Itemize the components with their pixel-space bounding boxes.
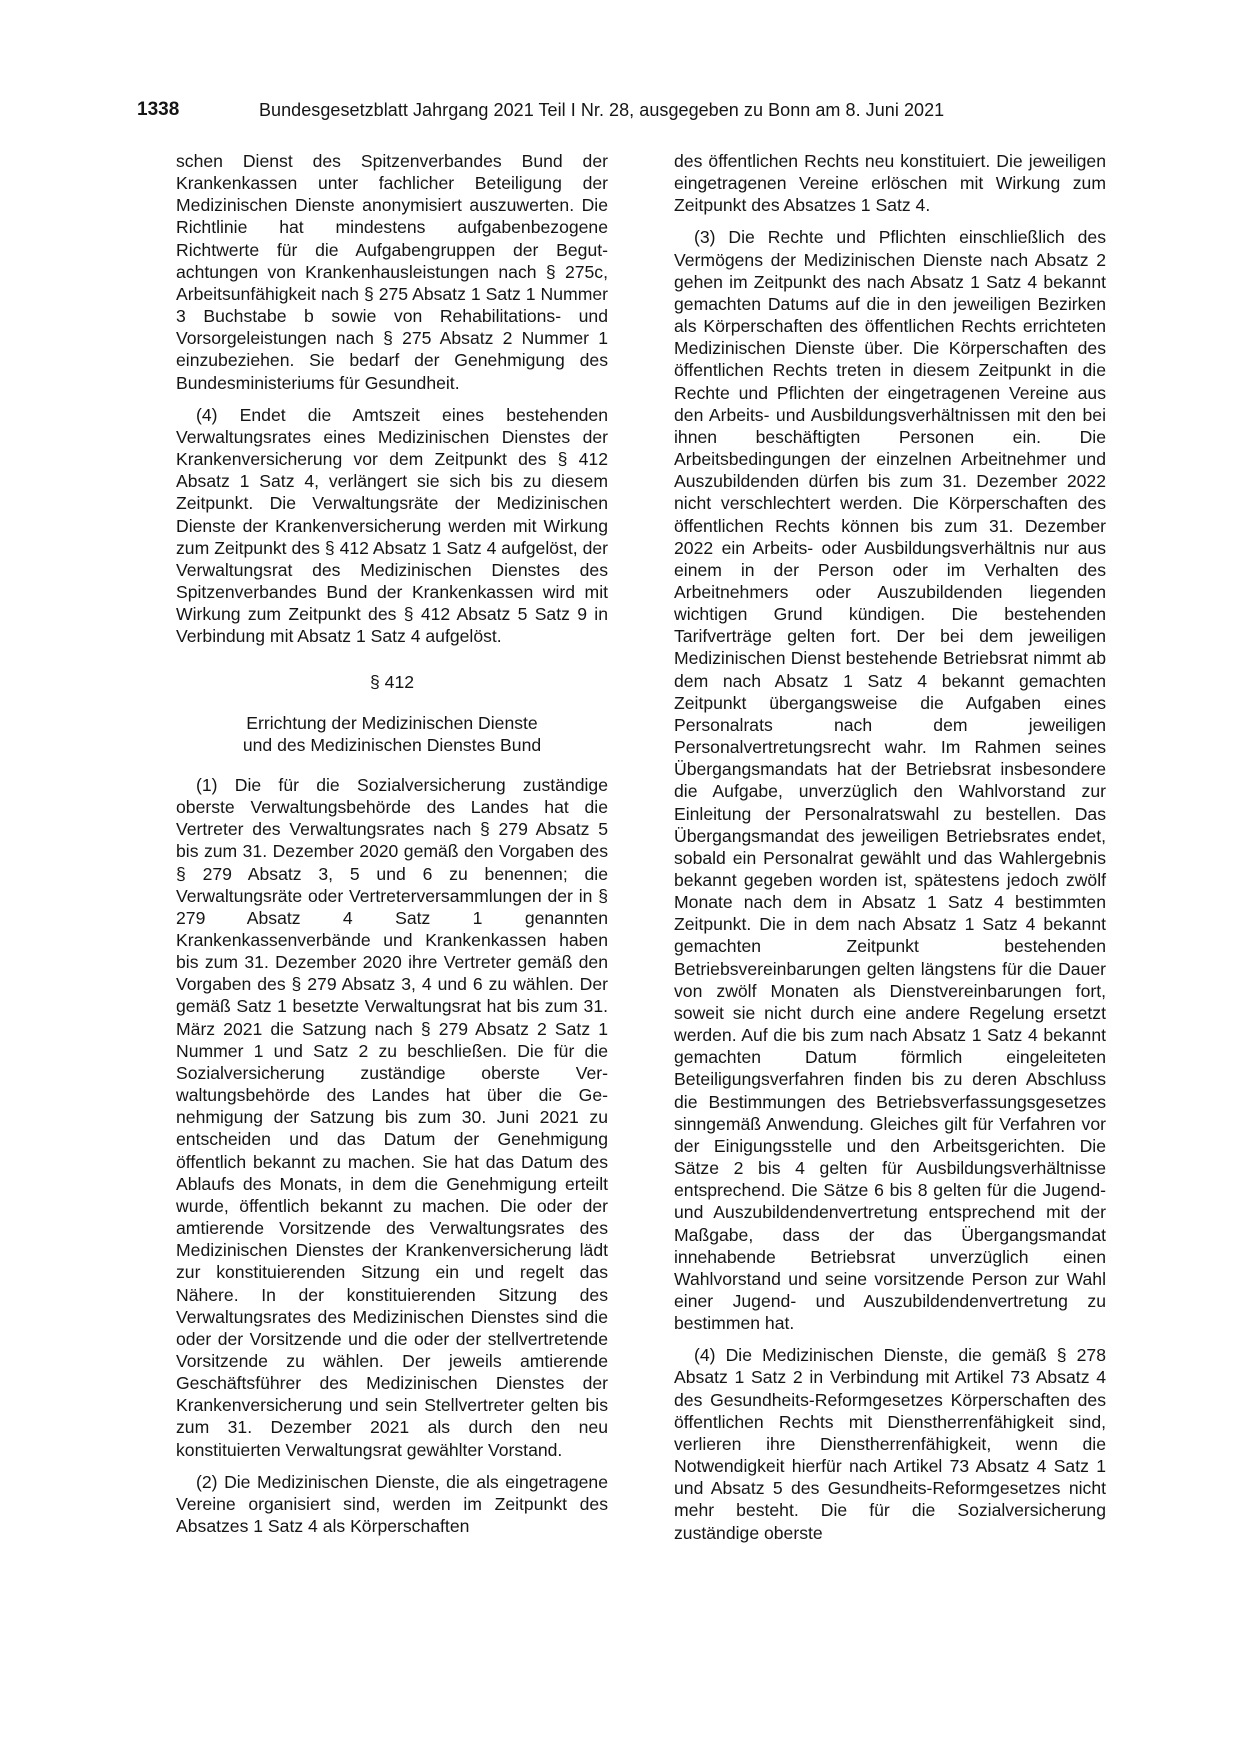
right-column <box>674 150 1106 1544</box>
paragraph-2: (2) Die Medizinischen Dienste, die als eingetragene Vereine organisiert sind, werden im Zeitpunkt des Absatzes 1 Satz 4 als Körperschaften <box>176 1471 608 1537</box>
running-head: Bundesgesetzblatt Jahrgang 2021 Teil I Nr. 28, ausgegeben zu Bonn am 8. Juni 2021 <box>259 100 945 120</box>
section-title-line-1: Errichtung der Medizinischen Dienste <box>246 712 538 733</box>
paragraph-4-right: (4) Die Medizinischen Dienste, die gemäß § 278 Absatz 1 Satz 2 in Verbindung mit Artikel 73 Absatz 4 des Gesundheits-Reformgesetzes Körperschaften des öffentlichen Rechts mit Dienstherrenfähigkeit sind, verlieren ihre Dienstherrenfähigkeit, wenn die Notwendigkeit hierfür nach Artikel 73 Absatz 4 Satz 1 und Absatz 5 des Gesundheits-Reformgesetzes nicht mehr besteht. Die für die Sozialversicherung zuständige oberste <box>674 1345 1106 1543</box>
paragraph-3: (3) Die Rechte und Pflichten einschließlich des Vermögens der Medizinischen Dienste nach Absatz 2 gehen im Zeitpunkt des nach Absatz 1 Satz 4 bekannt gemachten Datums auf die in den jeweiligen Bezirken als Körperschaften des öffentlichen Rechts errichteten Medizinischen Dienste über. Die Körperschaften des öffentlichen Rechts treten in diesem Zeitpunkt in die Rechte und Pflichten der eingetragenen Vereine aus den Arbeits- und Ausbildungsverhältnissen mit den bei ihnen beschäftigten Personen ein. Die Arbeitsbedingungen der einzelnen Arbeitnehmer und Auszubildenden dürfen bis zum 31. Dezember 2022 nicht verschlechtert werden. Die Körperschaften des öffentlichen Rechts können bis zum 31. Dezember 2022 ein Arbeits- oder Ausbildungsverhältnis nur aus einem in der Person oder im Verhalten des Arbeitnehmers oder Auszubildenden liegenden wichtigen Grund kündigen. Die bestehenden Tarifverträge gelten fort. Der bei dem jeweiligen Medizinischen Dienst bestehende Betriebsrat nimmt ab dem nach Absatz 1 Satz 4 bekannt gemachten Zeitpunkt übergangsweise die Aufgaben eines Personalrats nach dem jeweiligen Personalvertretungsrecht wahr. Im Rahmen seines Übergangsmandats hat der Betriebsrat insbesondere die Aufgabe, unverzüglich den Wahlvorstand zur Einleitung der Personalratswahl zu bestellen. Das Übergangsmandat des jeweiligen Betriebsrates endet, sobald ein Personalrat gewählt und das Wahlergebnis bekannt gegeben worden ist, spätestens jedoch zwölf Monate nach dem in Absatz 1 Satz 4 bestimmten Zeitpunkt. Die in dem nach Absatz 1 Satz 4 bekannt gemachten Zeitpunkt bestehenden Betriebsvereinbarungen gelten längstens für die Dauer von zwölf Monaten als Dienstvereinbarungen fort, soweit sie nicht durch eine andere Regelung ersetzt werden. Auf die bis zum nach Absatz 1 Satz 4 bekannt gemachten Datum förmlich eingeleiteten Beteiligungsverfahren finden bis zu deren Abschluss die Bestimmungen des Betriebsverfassungsgesetzes sinngemäß Anwendung. Gleiches gilt für Verfahren vor der Einigungsstelle und den Arbeitsgerichten. Die Sätze 2 bis 4 gelten für Ausbildungsverhältnisse entsprechend. Die Sätze 6 bis 8 gelten für die Jugend- und Auszubildendenvertretung entsprechend mit der Maßgabe, dass der das Übergangsmandat innehabende Betriebsrat unverzüglich einen Wahlvorstand und seine vorsitzende Person zur Wahl einer Jugend- und Auszubildendenvertretung zu bestimmen hat. <box>674 227 1106 1334</box>
paragraph-continuation: schen Dienst des Spitzenverbandes Bund der Krankenkassen unter fachlicher Beteiligung der Medizinischen Dienste anonymisiert auszuwerten. Die Richtlinie hat mindestens aufgabenbezogene Richtwerte für die Aufgabengruppen der Begutachtungen von Krankenhausleistungen nach § 275c, Arbeitsunfähigkeit nach § 275 Absatz 1 Satz 1 Nummer 3 Buchstabe b sowie von Rehabilitations- und Vorsorgeleistungen nach § 275 Absatz 2 Nummer 1 einzubeziehen. Sie bedarf der Genehmigung des Bundesministeriums für Gesundheit. <box>176 151 608 393</box>
page-number: 1338 <box>137 99 180 120</box>
paragraph-4: (4) Endet die Amtszeit eines bestehenden Verwaltungsrates eines Medizinischen Dienstes der Krankenversicherung vor dem Zeitpunkt des § 412 Absatz 1 Satz 4, verlängert sie sich bis zu diesem Zeitpunkt. Die Verwaltungsräte der Medizinischen Dienste der Krankenversicherung werden mit Wirkung zum Zeitpunkt des § 412 Absatz 1 Satz 4 aufgelöst, der Verwaltungsrat des Medizinischen Dienstes des Spitzenverbandes Bund der Krankenkassen wird mit Wirkung zum Zeitpunkt des § 412 Absatz 5 Satz 9 in Verbindung mit Absatz 1 Satz 4 aufgelöst. <box>176 404 608 647</box>
section-title <box>176 712 608 756</box>
paragraph-1: (1) Die für die Sozialversicherung zuständige oberste Verwaltungsbehörde des Landes hat die Vertreter des Verwaltungsrates nach § 279 Absatz 5 bis zum 31. Dezember 2020 gemäß den Vorgaben des § 279 Absatz 3, 5 und 6 zu benennen; die Verwaltungsräte oder Vertreterversammlungen der in § 279 Absatz 4 Satz 1 genannten Krankenkassenverbände und Krankenkassen haben bis zum 31. Dezember 2020 ihre Vertreter gemäß den Vorgaben des § 279 Absatz 3, 4 und 6 zu wählen. Der gemäß Satz 1 besetzte Verwaltungsrat hat bis zum 31. März 2021 die Satzung nach § 279 Absatz 2 Satz 1 Nummer 1 und Satz 2 zu beschließen. Die für die Sozialversicherung zuständige oberste Verwaltungsbehörde des Landes hat über die Genehmigung der Satzung bis zum 30. Juni 2021 zu entscheiden und das Datum der Genehmigung öffentlich bekannt zu machen. Sie hat das Datum des Ablaufs des Monats, in dem die Genehmigung erteilt wurde, öffentlich bekannt zu machen. Die oder der amtierende Vorsitzende des Verwaltungsrates des Medizinischen Dienstes der Krankenversicherung lädt zur konstituierenden Sitzung ein und regelt das Nähere. In der konstituierenden Sitzung des Verwaltungsrates des Medizinischen Dienstes sind die oder der Vorsitzende und die oder der stellvertretende Vorsitzende zu wählen. Der jeweils amtierende Geschäftsführer des Medizinischen Dienstes der Krankenversicherung und sein Stellvertreter gelten bis zum 31. Dezember 2021 als durch den neu konstituierten Verwaltungsrat gewählter Vorstand. <box>176 774 608 1460</box>
left-column <box>176 150 608 1537</box>
paragraph-2-continuation: des öffentlichen Rechts neu konstituiert. Die jeweiligen eingetragenen Vereine erlöschen mit Wirkung zum Zeitpunkt des Absatzes 1 Satz 4. <box>674 151 1106 216</box>
section-title-line-2: und des Medizinischen Dienstes Bund <box>242 734 542 755</box>
section-number: § 412 <box>369 672 415 693</box>
page-header <box>137 98 982 124</box>
